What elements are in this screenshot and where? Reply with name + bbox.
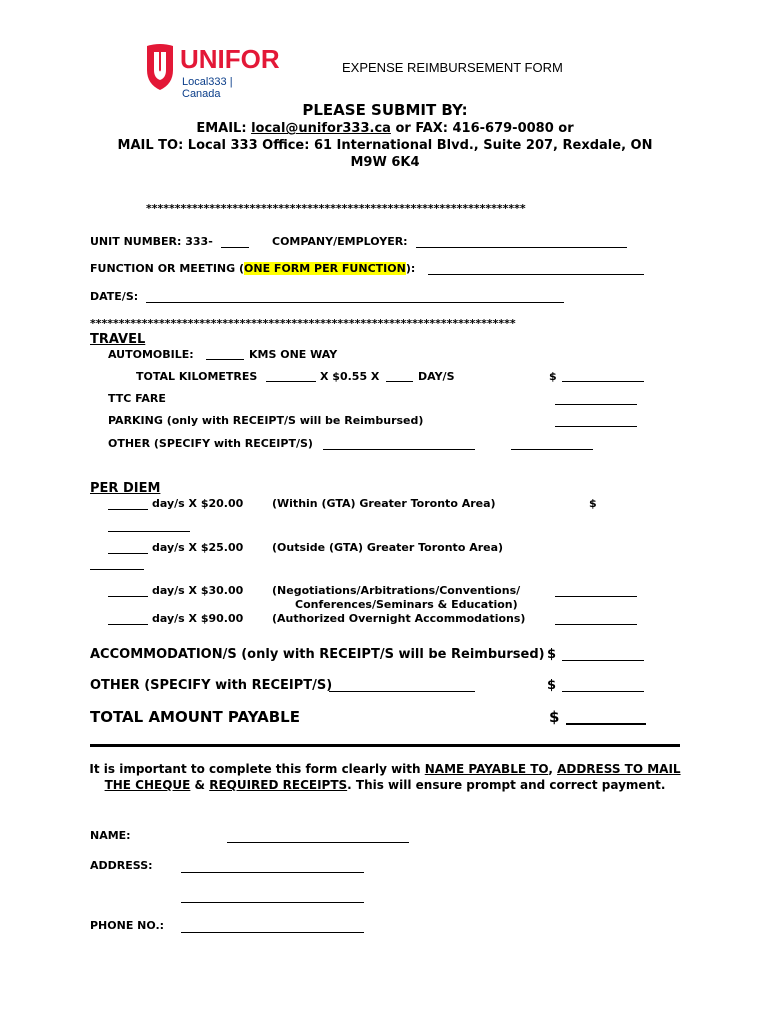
total-label: TOTAL AMOUNT PAYABLE [90, 708, 300, 726]
logo-brand-text: UNIFOR [180, 44, 280, 74]
per-diem-row3-rate: day/s X $30.00 [152, 584, 244, 597]
dates-label: DATE/S: [90, 290, 139, 303]
note-amp: & [190, 778, 210, 792]
unit-number-field[interactable] [221, 247, 249, 248]
function-label [90, 262, 415, 275]
per-diem-row3-desc: (Negotiations/Arbitrations/Conventions/ [272, 584, 521, 597]
per-diem-row4-rate: day/s X $90.00 [152, 612, 244, 625]
km-amount-field[interactable] [562, 381, 644, 382]
form-title: EXPENSE REIMBURSEMENT FORM [342, 60, 563, 75]
submit-email-line [80, 121, 690, 136]
note-text-2: . This will ensure prompt and correct payment. [347, 778, 666, 792]
per-diem-row2-days-field[interactable] [108, 553, 148, 554]
per-diem-heading: PER DIEM [90, 481, 161, 496]
divider-rule [90, 744, 680, 747]
accommodation-label: ACCOMMODATION/S (only with RECEIPT/S will be Reimbursed) [90, 647, 545, 662]
rate-label: X $0.55 X [320, 370, 380, 383]
total-amount-field[interactable] [566, 723, 646, 725]
fax-text: or FAX: 416-679-0080 or [390, 121, 574, 136]
note-text-1: It is important to complete this form clearly with [89, 762, 425, 776]
unifor-shield-icon [144, 42, 176, 92]
total-km-label: TOTAL KILOMETRES [136, 370, 258, 383]
per-diem-row3-days-field[interactable] [108, 596, 148, 597]
postal-code: M9W 6K4 [350, 155, 420, 170]
parking-label: PARKING (only with RECEIPT/S will be Reimbursed) [108, 414, 424, 427]
mail-to-line: MAIL TO: Local 333 Office: 61 International Blvd., Suite 207, Rexdale, ON [117, 138, 653, 153]
per-diem-row2-amount-field[interactable] [90, 569, 144, 570]
total-dollar: $ [549, 708, 560, 726]
travel-other-specify-field[interactable] [323, 449, 475, 450]
submit-heading: PLEASE SUBMIT BY: [302, 101, 468, 119]
per-diem-row3-desc-2: Conferences/Seminars & Education) [295, 598, 518, 611]
per-diem-row4-days-field[interactable] [108, 624, 148, 625]
dates-field[interactable] [146, 302, 564, 303]
per-diem-row4-amount-field[interactable] [555, 624, 637, 625]
function-suffix: ): [405, 262, 416, 275]
ttc-label: TTC FARE [108, 392, 166, 405]
per-diem-row1-days-field[interactable] [108, 509, 148, 510]
per-diem-row1-rate: day/s X $20.00 [152, 497, 244, 510]
name-field[interactable] [227, 842, 409, 843]
total-km-field[interactable] [266, 381, 316, 382]
km-dollar-sign: $ [549, 370, 557, 383]
accommodation-amount-field[interactable] [562, 660, 644, 661]
other-specify-label: OTHER (SPECIFY with RECEIPT/S) [90, 678, 333, 693]
other-amount-field[interactable] [562, 691, 644, 692]
parking-amount-field[interactable] [555, 426, 637, 427]
per-diem-row1-dollar: $ [589, 497, 597, 510]
travel-other-label: OTHER (SPECIFY with RECEIPT/S) [108, 437, 313, 450]
company-field[interactable] [416, 247, 627, 248]
ttc-amount-field[interactable] [555, 404, 637, 405]
kms-one-way-label: KMS ONE WAY [249, 348, 338, 361]
accommodation-dollar: $ [547, 647, 557, 662]
per-diem-row2-desc: (Outside (GTA) Greater Toronto Area) [272, 541, 504, 554]
address-field-2[interactable] [181, 902, 364, 903]
separator-stars: ****************************************************************** [146, 202, 526, 215]
other-dollar: $ [547, 678, 557, 693]
per-diem-row2-rate: day/s X $25.00 [152, 541, 244, 554]
function-prefix: FUNCTION OR MEETING ( [90, 262, 245, 275]
per-diem-row1-desc: (Within (GTA) Greater Toronto Area) [272, 497, 496, 510]
days-field[interactable] [386, 381, 413, 382]
unit-number-label: UNIT NUMBER: 333- [90, 235, 213, 248]
company-label: COMPANY/EMPLOYER: [272, 235, 408, 248]
phone-label: PHONE NO.: [90, 919, 165, 932]
note-comma: , [548, 762, 558, 776]
unifor-logo [144, 42, 280, 100]
address-label: ADDRESS: [90, 859, 153, 872]
per-diem-row3-amount-field[interactable] [555, 596, 637, 597]
function-highlight: ONE FORM PER FUNCTION [244, 262, 406, 275]
other-specify-field[interactable] [329, 691, 475, 692]
email-label: EMAIL: [196, 121, 252, 136]
name-label: NAME: [90, 829, 131, 842]
address-field-1[interactable] [181, 872, 364, 873]
day-s-label: DAY/S [418, 370, 455, 383]
note-required-receipts: REQUIRED RECEIPTS [209, 778, 348, 792]
travel-heading: TRAVEL [90, 332, 146, 347]
automobile-kms-field[interactable] [206, 359, 244, 360]
instructions-note [88, 761, 682, 793]
automobile-label: AUTOMOBILE: [108, 348, 194, 361]
function-field[interactable] [428, 274, 644, 275]
per-diem-row4-desc: (Authorized Overnight Accommodations) [272, 612, 526, 625]
note-address-to: ADDRESS TO MAIL THE CHEQUE [104, 762, 681, 792]
note-name-payable: NAME PAYABLE TO [424, 762, 549, 776]
email-link[interactable]: local@unifor333.ca [251, 121, 391, 136]
travel-other-amount-field[interactable] [511, 449, 593, 450]
per-diem-row1-amount-field[interactable] [108, 531, 190, 532]
separator-stars-2: ************************************************************************** [90, 317, 516, 330]
phone-field[interactable] [181, 932, 364, 933]
logo-subtitle: Local333 | Canada [182, 76, 233, 100]
